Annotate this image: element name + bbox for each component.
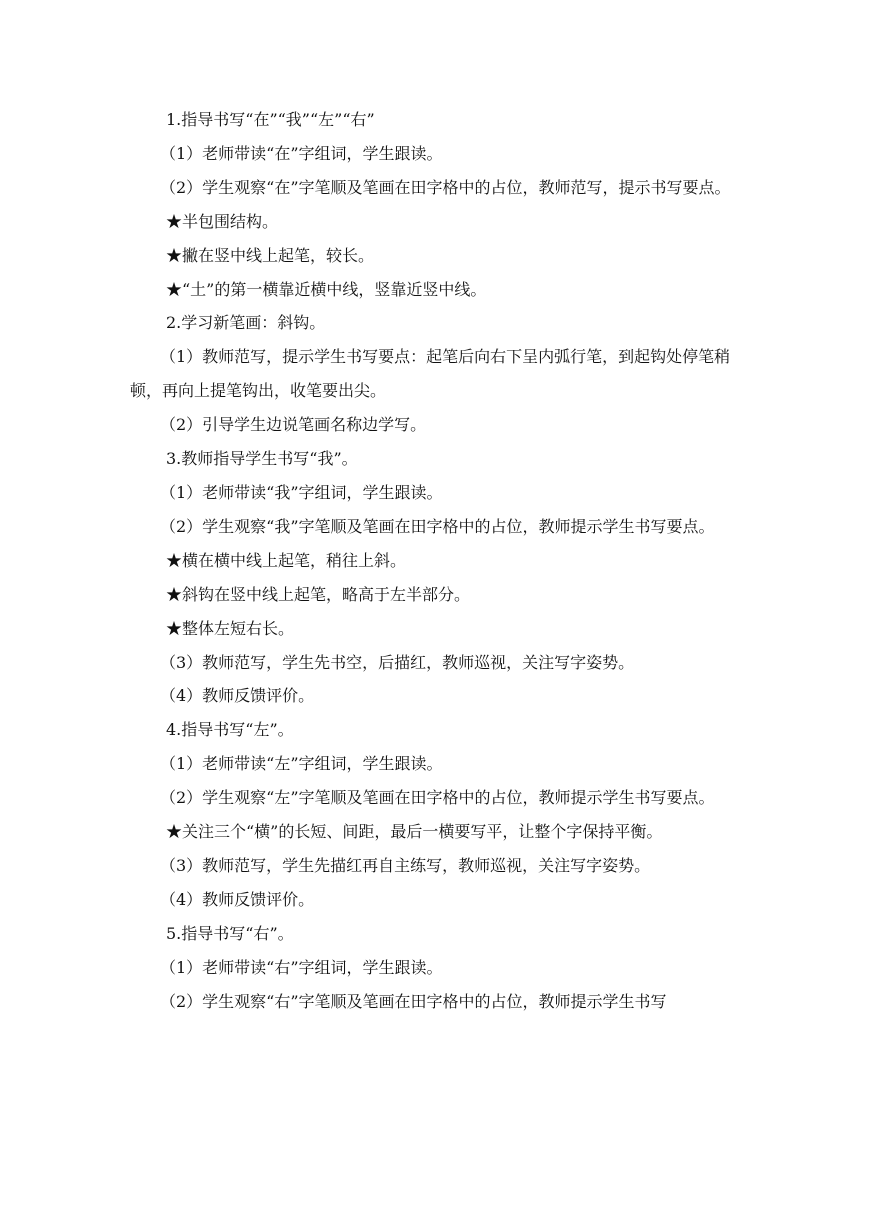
- key-point: ★斜钩在竖中线上起笔，略高于左半部分。: [166, 584, 471, 604]
- step-item: （2）学生观察“右”字笔顺及笔画在田字格中的占位，教师提示学生书写: [160, 991, 667, 1011]
- step-item: （1）老师带读“在”字组词，学生跟读。: [160, 143, 443, 163]
- step-item: （4）教师反馈评价。: [160, 686, 315, 706]
- step-item: （2）学生观察“左”字笔顺及笔画在田字格中的占位，教师提示学生书写要点。: [160, 788, 715, 808]
- section-heading-5: 5.指导书写“右”。: [166, 923, 294, 943]
- section-heading-4: 4.指导书写“左”。: [166, 720, 294, 740]
- key-point: ★撇在竖中线上起笔，较长。: [166, 245, 375, 265]
- step-item: （1）老师带读“左”字组词，学生跟读。: [160, 754, 443, 774]
- step-item: （2）学生观察“我”字笔顺及笔画在田字格中的占位，教师提示学生书写要点。: [160, 516, 715, 536]
- step-item: （2）引导学生边说笔画名称边学写。: [160, 415, 427, 435]
- step-item: （3）教师范写，学生先描红再自主练写，教师巡视，关注写字姿势。: [160, 855, 651, 875]
- step-item: （1）老师带读“右”字组词，学生跟读。: [160, 957, 443, 977]
- section-heading-3: 3.教师指导学生书写“我”。: [166, 449, 358, 469]
- key-point: ★半包围结构。: [166, 211, 279, 231]
- key-point: ★关注三个“横”的长短、间距，最后一横要写平，让整个字保持平衡。: [166, 822, 663, 842]
- key-point: ★整体左短右长。: [166, 618, 295, 638]
- document-body: [130, 103, 750, 1018]
- key-point: ★“土”的第一横靠近横中线，竖靠近竖中线。: [166, 279, 487, 299]
- section-heading-1: 1.指导书写“在”“我”“左”“右”: [166, 110, 375, 129]
- step-item: （4）教师反馈评价。: [160, 889, 315, 909]
- step-item: （1）老师带读“我”字组词，学生跟读。: [160, 482, 443, 502]
- section-heading-2: 2.学习新笔画：斜钩。: [166, 313, 326, 333]
- step-item: （2）学生观察“在”字笔顺及笔画在田字格中的占位，教师范写，提示书写要点。: [160, 177, 731, 197]
- step-item: （3）教师范写，学生先书空，后描红，教师巡视，关注写字姿势。: [160, 652, 635, 672]
- step-item: （1）教师范写，提示学生书写要点：起笔后向右下呈内弧行笔，到起钩处停笔稍顿，再向上提笔钩出，收笔要出尖。: [130, 347, 731, 401]
- key-point: ★横在横中线上起笔，稍往上斜。: [166, 550, 407, 570]
